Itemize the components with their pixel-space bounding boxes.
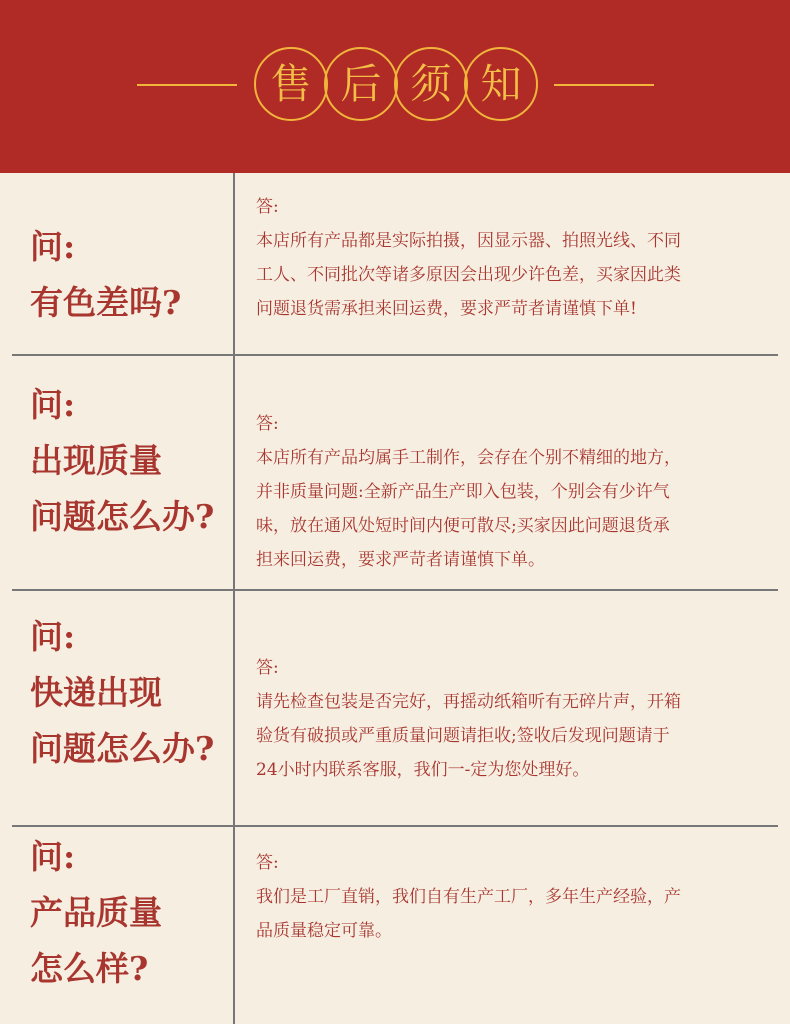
answer-line: 验货有破损或严重质量问题请拒收;签收后发现问题请于 (256, 726, 670, 746)
answer-line: 味，放在通风处短时间内便可散尽;买家因此问题退货承 (256, 516, 670, 536)
answer-line: 担来回运费，要求严苛者请谨慎下单。 (256, 550, 545, 570)
answer (256, 190, 761, 326)
page-title (254, 47, 538, 123)
question-prefix: 问: (30, 385, 76, 424)
question-line: 产品质量 (30, 893, 162, 932)
title-right-rule (554, 84, 654, 86)
question-line: 怎么样? (30, 949, 149, 988)
answer-line: 工人、不同批次等诸多原因会出现少许色差，买家因此类 (256, 265, 681, 285)
answer-line: 我们是工厂直销，我们自有生产工厂，多年生产经验，产 (256, 887, 681, 907)
question (30, 219, 181, 331)
title-char-3: 须 (394, 47, 468, 121)
faq-table (0, 173, 790, 1024)
answer-line: 问题退货需承担来回运费，要求严苛者请谨慎下单! (256, 299, 637, 319)
answer (256, 846, 761, 948)
question-prefix: 问: (30, 617, 76, 656)
answer-line: 24小时内联系客服，我们一-定为您处理好。 (256, 760, 590, 780)
header-banner (0, 0, 790, 173)
question (30, 829, 162, 997)
answer-line: 并非质量问题:全新产品生产即入包装，个别会有少许气 (256, 482, 670, 502)
answer-label: 答: (256, 414, 279, 434)
question-line: 出现质量 (30, 441, 162, 480)
title-char-2: 后 (324, 47, 398, 121)
answer-label: 答: (256, 658, 279, 678)
question-prefix: 问: (30, 227, 76, 266)
title-char-4: 知 (464, 47, 538, 121)
faq-row-delivery-issue (0, 591, 790, 825)
faq-row-color-difference (0, 173, 790, 355)
question (30, 377, 214, 545)
answer (256, 407, 761, 577)
faq-row-quality-issue (0, 356, 790, 589)
question-prefix: 问: (30, 837, 76, 876)
question-line: 快递出现 (30, 673, 162, 712)
question-line: 问题怎么办? (30, 497, 215, 536)
answer-line: 本店所有产品均属手工制作，会存在个别不精细的地方， (256, 448, 681, 468)
answer-label: 答: (256, 853, 279, 873)
answer-line: 品质量稳定可靠。 (256, 921, 392, 941)
answer (256, 651, 761, 787)
answer-label: 答: (256, 197, 279, 217)
question (30, 609, 214, 777)
question-line: 有色差吗? (30, 283, 182, 322)
answer-line: 本店所有产品都是实际拍摄，因显示器、拍照光线、不同 (256, 231, 681, 251)
question-line: 问题怎么办? (30, 729, 215, 768)
title-char-1: 售 (254, 47, 328, 121)
faq-row-product-quality (0, 827, 790, 1024)
answer-line: 请先检查包装是否完好，再摇动纸箱听有无碎片声，开箱 (256, 692, 681, 712)
title-left-rule (137, 84, 237, 86)
